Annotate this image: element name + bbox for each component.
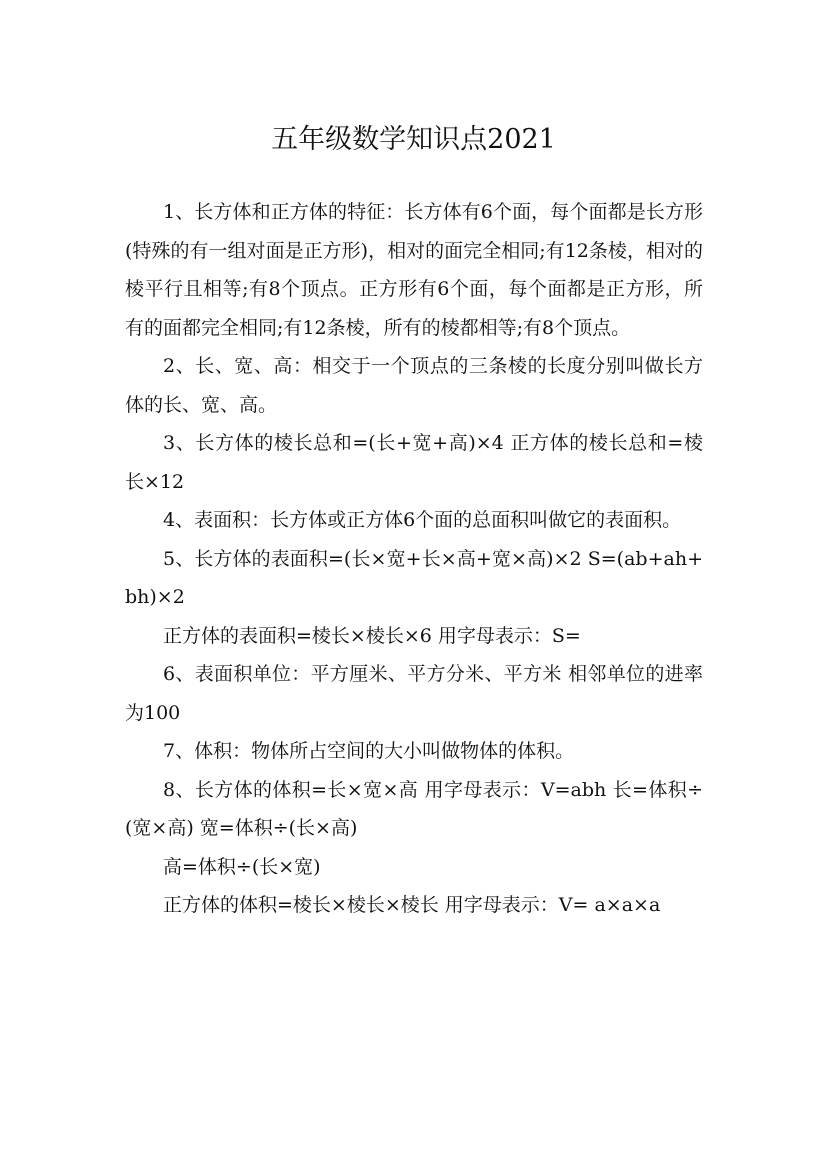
paragraph-cuboid-volume: 8、长方体的体积=长×宽×高 用字母表示：V=abh 长=体积÷(宽×高) 宽=体积÷(长×高)	[125, 778, 703, 839]
paragraph-edge-sum-formula: 3、长方体的棱长总和=(长+宽+高)×4 正方体的棱长总和=棱长×12	[125, 432, 703, 493]
paragraph-length-width-height: 2、长、宽、高：相交于一个顶点的三条棱的长度分别叫做长方体的长、宽、高。	[125, 355, 703, 416]
paragraph-cube-surface-area: 正方体的表面积=棱长×棱长×6 用字母表示：S=	[163, 624, 581, 647]
document-body	[125, 193, 703, 925]
document-title: 五年级数学知识点2021	[271, 124, 556, 156]
paragraph-cube-volume: 正方体的体积=棱长×棱长×棱长 用字母表示：V= a×a×a	[163, 894, 661, 916]
paragraph-area-units: 6、表面积单位：平方厘米、平方分米、平方米 相邻单位的进率为100	[125, 663, 703, 724]
paragraph-cuboid-cube-features: 1、长方体和正方体的特征：长方体有6个面，每个面都是长方形(特殊的有一组对面是正方形)，相对的面完全相同;有12条棱，相对的棱平行且相等;有8个顶点。正方形有6个面，每个面都是正方形，所有的面都完全相同;有12条棱，所有的棱都相等;有8个顶点。	[125, 201, 703, 339]
paragraph-volume-definition: 7、体积：物体所占空间的大小叫做物体的体积。	[163, 740, 575, 762]
paragraph-height-formula: 高=体积÷(长×宽)	[163, 855, 321, 878]
paragraph-surface-area-definition: 4、表面积：长方体或正方体6个面的总面积叫做它的表面积。	[163, 509, 682, 531]
paragraph-cuboid-surface-area: 5、长方体的表面积=(长×宽+长×高+宽×高)×2 S=(ab+ah+bh)×2	[125, 547, 703, 608]
